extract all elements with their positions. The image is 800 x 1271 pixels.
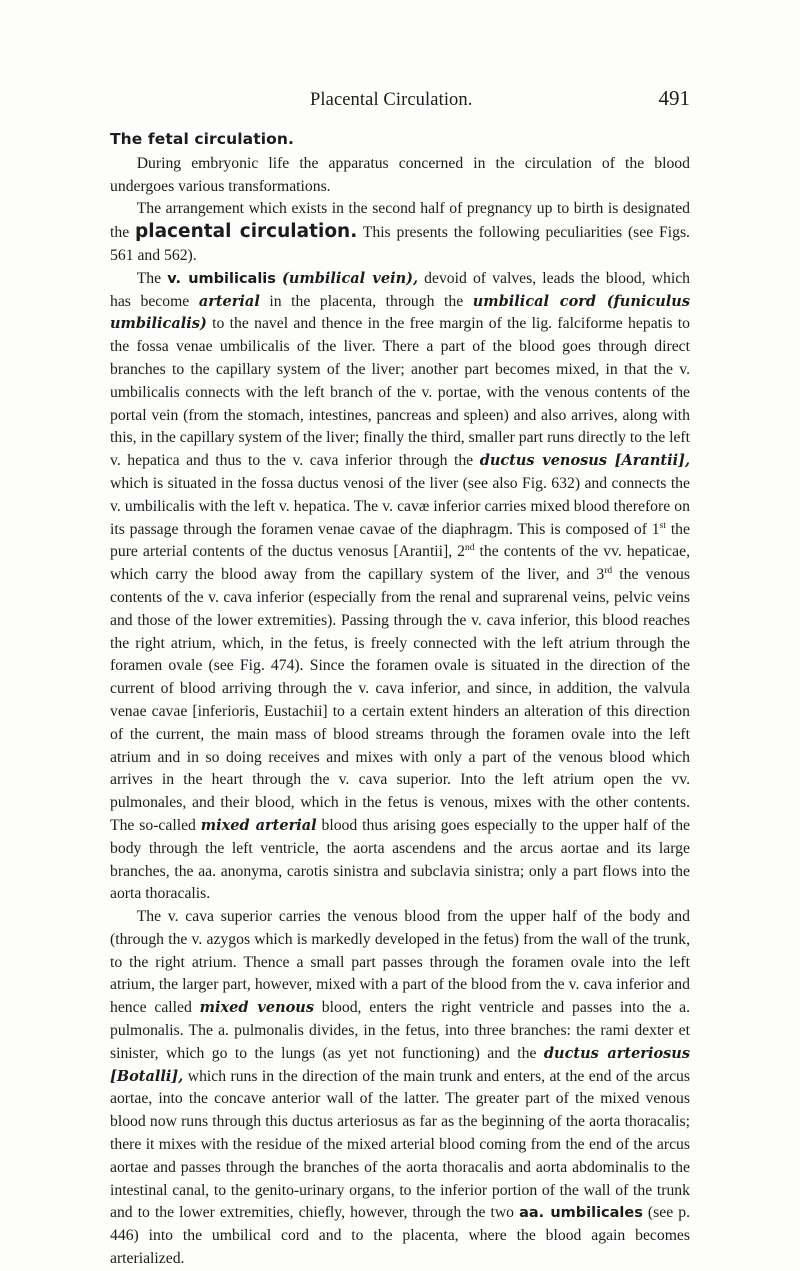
- p3-italic-ductus-venosus: ductus venosus [Arantii],: [479, 452, 690, 470]
- page-number: 491: [658, 86, 690, 110]
- p3-f: which is situated in the fossa ductus venosi of the liver (see also Fig. 632) and connects the v. umbilicalis with the left v. hepatica. The v. cavæ inferior carries mixed blood therefore on its passage through the foramen venae cavae of the diaphragm. This is composed of 1: [110, 474, 690, 538]
- section-heading: The fetal circulation.: [110, 130, 294, 148]
- p4-a: The v. cava superior carries the venous blood from the upper half of the body and (through the v. azygos which is markedly developed in the fetus) from the wall of the trunk, to the right atrium. Thence a small part passes through the foramen ovale into the left atrium, the larger part, however, mixed with a part of the blood from the v. cava inferior and hence called: [110, 908, 690, 1017]
- p3-h: the contents of the vv. hepaticae, which carry the blood away from the capillary system of the liver, and 3: [110, 543, 690, 584]
- p2-a: The arrangement which exists in the second half of pregnancy up to birth is designated the: [110, 200, 690, 242]
- p3-term-v-umbilicalis: v. umbilicalis: [167, 270, 276, 287]
- running-title: Placental Circulation.: [310, 90, 473, 110]
- p4-italic-mixed-venous: mixed venous: [199, 999, 314, 1017]
- p3-e: to the navel and thence in the free margin of the lig. falciforme hepatis to the fossa venae umbilicalis of the liver. There a part of the blood goes through direct branches to the capillary system of the liver; another part becomes mixed, in that the v. umbilicalis connects with the left branch of the v. portae, with the venous contents of the portal vein (from the stomach, intestines, pancreas and spleen) and also arrives, along with this, in the capillary system of the liver; finally the third, smaller part runs directly to the left v. hepatica and thus to the v. cava inferior through the: [110, 315, 690, 470]
- paragraph-1-text: During embryonic life the apparatus concerned in the circulation of the blood undergoes various transformations.: [110, 154, 690, 195]
- p3-a: The: [136, 269, 168, 287]
- p3-italic-mixed-arterial: mixed arterial: [200, 816, 317, 834]
- p3-italic-umbilical-cord: umbilical cord (funiculus umbilicalis): [110, 292, 690, 333]
- paragraph-2: [110, 198, 690, 267]
- p4-b: blood, enters the right ventricle and passes into the a. pulmonalis. The a. pulmonalis divides, in the fetus, into three branches: the rami dexter et sinister, which go to the lungs (as yet not functioning) and the: [110, 999, 690, 1062]
- p2-b: This presents the following peculiarities (see Figs. 561 and 562).: [110, 224, 690, 264]
- p3-c: devoid of valves, leads the blood, which has become: [110, 269, 691, 310]
- p3-italic-umbilical-vein: (umbilical vein),: [282, 269, 419, 287]
- p3-j: blood thus arising goes especially to the upper half of the body through the left ventricle, the aorta ascendens and the arcus aortae and its large branches, the aa. anonyma, carotis sinistra and subclavia sinistra; only a part flows into the aorta thoracalis.: [110, 816, 691, 903]
- p3-sup-nd: nd: [465, 543, 475, 554]
- p3-sup-st: st: [659, 520, 666, 531]
- body-text: [110, 128, 690, 1271]
- paragraph-3: [110, 268, 690, 906]
- p3-italic-arterial: arterial: [198, 292, 260, 310]
- p4-c: which runs in the direction of the main trunk and enters, at the end of the arcus aortae, into the concave anterior wall of the latter. The greater part of the mixed venous blood now runs through this ductus arteriosus as far as the beginning of the aorta thoracalis; there it mixes with the residue of the mixed arterial blood coming from the end of the arcus aortae and passes through the branches of the aorta thoracalis and aorta abdominalis to the intestinal canal, to the genito-urinary organs, to the inferior portion of the wall of the trunk and to the lower extremities, chiefly, however, through the two: [110, 1067, 690, 1222]
- paragraph-4: [110, 906, 690, 1271]
- paragraph-1: [110, 153, 690, 199]
- p4-term-aa-umbilicales: aa. umbilicales: [519, 1205, 643, 1222]
- p2-term-placental-circulation: placental circulation.: [134, 221, 358, 243]
- p4-d: (see p. 446) into the umbilical cord and to the placenta, where the blood again becomes arterialized.: [110, 1204, 690, 1268]
- p3-sup-rd: rd: [604, 565, 613, 576]
- running-header: [310, 86, 690, 111]
- p4-italic-ductus-arteriosus: ductus arteriosus [Botalli],: [110, 1044, 690, 1085]
- p3-i: the venous contents of the v. cava inferior (especially from the renal and suprarenal veins, pelvic veins and those of the lower extremities). Passing through the v. cava inferior, this blood reaches the right atrium, which, in the fetus, is freely connected with the left atrium through the foramen ovale (see Fig. 474). Since the foramen ovale is situated in the direction of the current of blood arriving through the v. cava inferior, and since, in addition, the valvula venae cavae [inferioris, Eustachii] to a certain extent hinders an alteration of this direction of the current, the main mass of blood streams through the foramen ovale into the left atrium and in so doing receives and mixes with only a part of the venous blood which arrives in the heart through the v. cava superior. Into the left atrium open the vv. pulmonales, and their blood, which in the fetus is venous, mixes with the other contents. The so-called: [110, 566, 691, 834]
- p3-d: in the placenta, through the: [259, 292, 473, 310]
- p3-g: the pure arterial contents of the ductus venosus [Arantii], 2: [110, 520, 690, 561]
